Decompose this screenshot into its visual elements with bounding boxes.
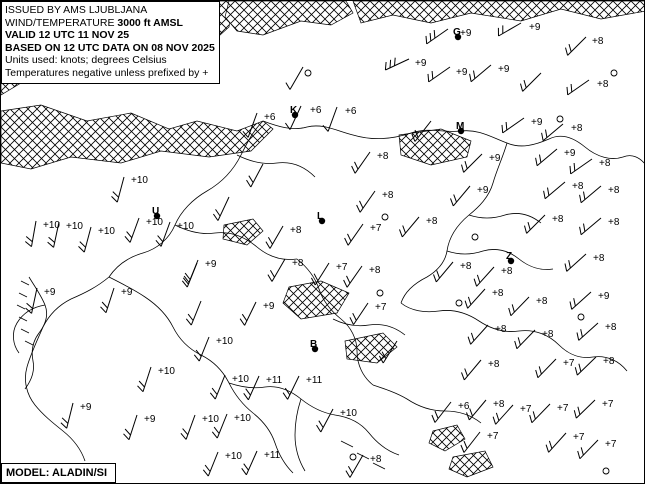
wind-barb (112, 177, 125, 202)
wind-barb (194, 337, 209, 361)
wind-barb (509, 297, 529, 316)
temperature-label: +10 (232, 374, 249, 385)
temperature-label: +8 (460, 261, 472, 272)
temperature-label: +9 (489, 153, 501, 164)
wind-barb (536, 149, 557, 166)
temperature-label: +9 (121, 287, 133, 298)
wind-barb (577, 323, 598, 340)
temperature-label: +8 (292, 258, 304, 269)
station-letter: U (152, 206, 160, 217)
wind-barb (461, 432, 480, 453)
temperature-label: +9 (598, 291, 610, 302)
station-letter: K (290, 105, 298, 116)
wind-barb (428, 67, 450, 82)
temperature-note-line: Temperatures negative unless prefixed by + (5, 66, 209, 79)
temperature-label: +7 (563, 358, 575, 369)
wind-barb (530, 404, 550, 423)
wind-barb (247, 164, 264, 187)
open-circle (382, 214, 388, 220)
temperature-label: +9 (415, 58, 427, 69)
product-prefix: WIND/TEMPERATURE (5, 16, 118, 29)
footer-box (1, 463, 116, 483)
temperature-label: +8 (377, 151, 389, 162)
temperature-label: +10 (216, 336, 233, 347)
wind-barb (125, 218, 139, 242)
header-box (1, 1, 220, 84)
temperature-label: +8 (493, 399, 505, 410)
wind-barb (462, 360, 482, 380)
wind-barb (213, 197, 229, 221)
wind-barb (242, 451, 257, 475)
wind-barb (268, 259, 285, 282)
open-circle (377, 290, 383, 296)
temperature-label: +9 (531, 117, 543, 128)
wind-barb (432, 402, 451, 423)
open-circle (305, 70, 311, 76)
temperature-label: +8 (382, 190, 394, 201)
open-circle (578, 314, 584, 320)
wind-barb (574, 400, 595, 418)
wind-barbs (25, 23, 604, 478)
temperature-label: +8 (552, 214, 564, 225)
wind-barb (25, 221, 36, 247)
temperature-label: +8 (492, 288, 504, 299)
temperature-label: +8 (608, 185, 620, 196)
wind-barb (575, 357, 596, 375)
wind-barb (352, 152, 370, 173)
open-circle (472, 234, 478, 240)
wind-barb (566, 37, 587, 55)
wind-barb (536, 359, 556, 378)
wind-barb (186, 301, 201, 325)
open-circle (611, 70, 617, 76)
wind-barb (542, 124, 563, 141)
station-letter: G (453, 27, 461, 38)
temperature-label: +10 (202, 414, 219, 425)
product-line (5, 17, 215, 30)
temperature-label: +8 (603, 356, 615, 367)
wind-barb (546, 433, 566, 452)
wind-barb (498, 23, 521, 36)
temperature-label: +11 (306, 375, 323, 386)
wind-barb (350, 303, 368, 325)
wind-barb (515, 330, 535, 349)
wind-barb (286, 67, 303, 90)
station-letter: L (317, 211, 324, 222)
temperature-label: +10 (177, 221, 194, 232)
wind-barb (565, 254, 586, 271)
temperature-label: +9 (144, 414, 156, 425)
temperature-label: +10 (234, 413, 251, 424)
temperature-label: +8 (599, 158, 611, 169)
wind-barb (181, 415, 195, 439)
wind-barb (521, 73, 542, 91)
station-letter: B (310, 339, 318, 350)
wind-barb (567, 80, 589, 95)
wind-barb (203, 452, 218, 476)
temperature-label: +10 (225, 451, 242, 462)
wind-barb (61, 403, 73, 428)
wind-barb (323, 107, 337, 131)
wind-barb (124, 415, 138, 440)
wind-barb (345, 224, 363, 245)
temperature-label: +10 (131, 175, 148, 186)
wind-barb (182, 263, 197, 287)
open-circle (557, 116, 563, 122)
wind-barb (346, 455, 363, 478)
temperature-label: +7 (336, 262, 348, 273)
temperature-label: +9 (205, 259, 217, 270)
temperature-label: +8 (370, 454, 382, 465)
wind-barb (138, 367, 152, 392)
open-circle (350, 454, 356, 460)
temperature-label: +6 (458, 401, 470, 412)
temperature-label: +9 (529, 22, 541, 33)
wind-barb (467, 400, 487, 420)
temperature-label: +11 (266, 375, 283, 386)
wind-barb (474, 267, 494, 286)
temperature-label: +8 (593, 253, 605, 264)
station-letter: M (456, 121, 465, 132)
temperature-label: +6 (310, 105, 322, 116)
wind-barb (580, 218, 601, 235)
temperature-label: +11 (264, 450, 281, 461)
wind-barb (465, 289, 485, 308)
temperature-label: +9 (460, 28, 472, 39)
wind-barb (183, 260, 198, 284)
temperature-label: +9 (44, 287, 56, 298)
temperature-label: +8 (608, 217, 620, 228)
wind-barb (434, 262, 454, 282)
temperature-label: +9 (477, 185, 489, 196)
temperature-label: +9 (263, 301, 275, 312)
wind-barb (210, 375, 225, 399)
wind-barb (502, 118, 524, 133)
temperature-label: +8 (571, 123, 583, 134)
temperature-label: +9 (80, 402, 92, 413)
valid-line: VALID 12 UTC 11 NOV 25 (5, 29, 130, 42)
temperature-label: +9 (498, 64, 510, 75)
product-level: 3000 ft AMSL (117, 16, 183, 29)
temperature-label: +7 (602, 399, 614, 410)
temperature-label: +7 (487, 431, 499, 442)
temperature-label: +10 (146, 217, 163, 228)
temperature-label: +10 (43, 220, 60, 231)
temperature-label: +7 (520, 404, 532, 415)
temperature-label: +8 (488, 359, 500, 370)
model-label: MODEL: ALADIN/SI (6, 467, 108, 479)
wind-barb (357, 191, 375, 212)
temperature-label: +7 (573, 432, 585, 443)
temperature-label: +6 (264, 112, 276, 123)
issued-by-line: ISSUED BY AMS LJUBLJANA (5, 4, 148, 16)
based-on-line: BASED ON 12 UTC DATA ON 08 NOV 2025 (5, 41, 215, 54)
temperature-label: +8 (501, 266, 513, 277)
temperature-label: +10 (158, 366, 175, 377)
wind-barb (451, 186, 471, 206)
wind-barb (468, 325, 488, 344)
temperature-label: +8 (605, 322, 617, 333)
wind-barb (101, 288, 115, 313)
temperature-label: +9 (564, 148, 576, 159)
wind-barb (525, 215, 546, 233)
temperature-label: +8 (542, 329, 554, 340)
wind-barb (570, 292, 591, 309)
wind-barb (570, 159, 592, 174)
open-circle (603, 468, 609, 474)
temperature-label: +10 (66, 221, 83, 232)
wind-barb (385, 58, 409, 70)
temperature-label: +8 (426, 216, 438, 227)
temperature-label: +10 (98, 226, 115, 237)
wind-barb (240, 302, 256, 325)
temperature-label: +7 (370, 223, 382, 234)
temperature-label: +8 (572, 181, 584, 192)
wind-barb (266, 226, 283, 249)
temperature-label: +8 (536, 296, 548, 307)
temperature-label: +8 (592, 36, 604, 47)
station-letter: Z (506, 251, 513, 262)
temperature-label: +8 (495, 324, 507, 335)
temperature-label: +8 (369, 265, 381, 276)
units-line: Units used: knots; degrees Celsius (5, 54, 167, 67)
temperature-label: +7 (557, 403, 569, 414)
wind-barb (400, 217, 420, 237)
temperature-label: +8 (290, 225, 302, 236)
wind-barb (544, 182, 565, 199)
temperature-label: +7 (375, 302, 387, 313)
temperature-label: +6 (345, 106, 357, 117)
wind-barb (470, 65, 491, 82)
wind-barb (426, 29, 448, 44)
temperature-label: +10 (340, 408, 357, 419)
open-circle (456, 300, 462, 306)
temperature-label: +8 (597, 79, 609, 90)
temperature-label: +7 (605, 439, 617, 450)
temperature-label: +9 (456, 67, 468, 78)
